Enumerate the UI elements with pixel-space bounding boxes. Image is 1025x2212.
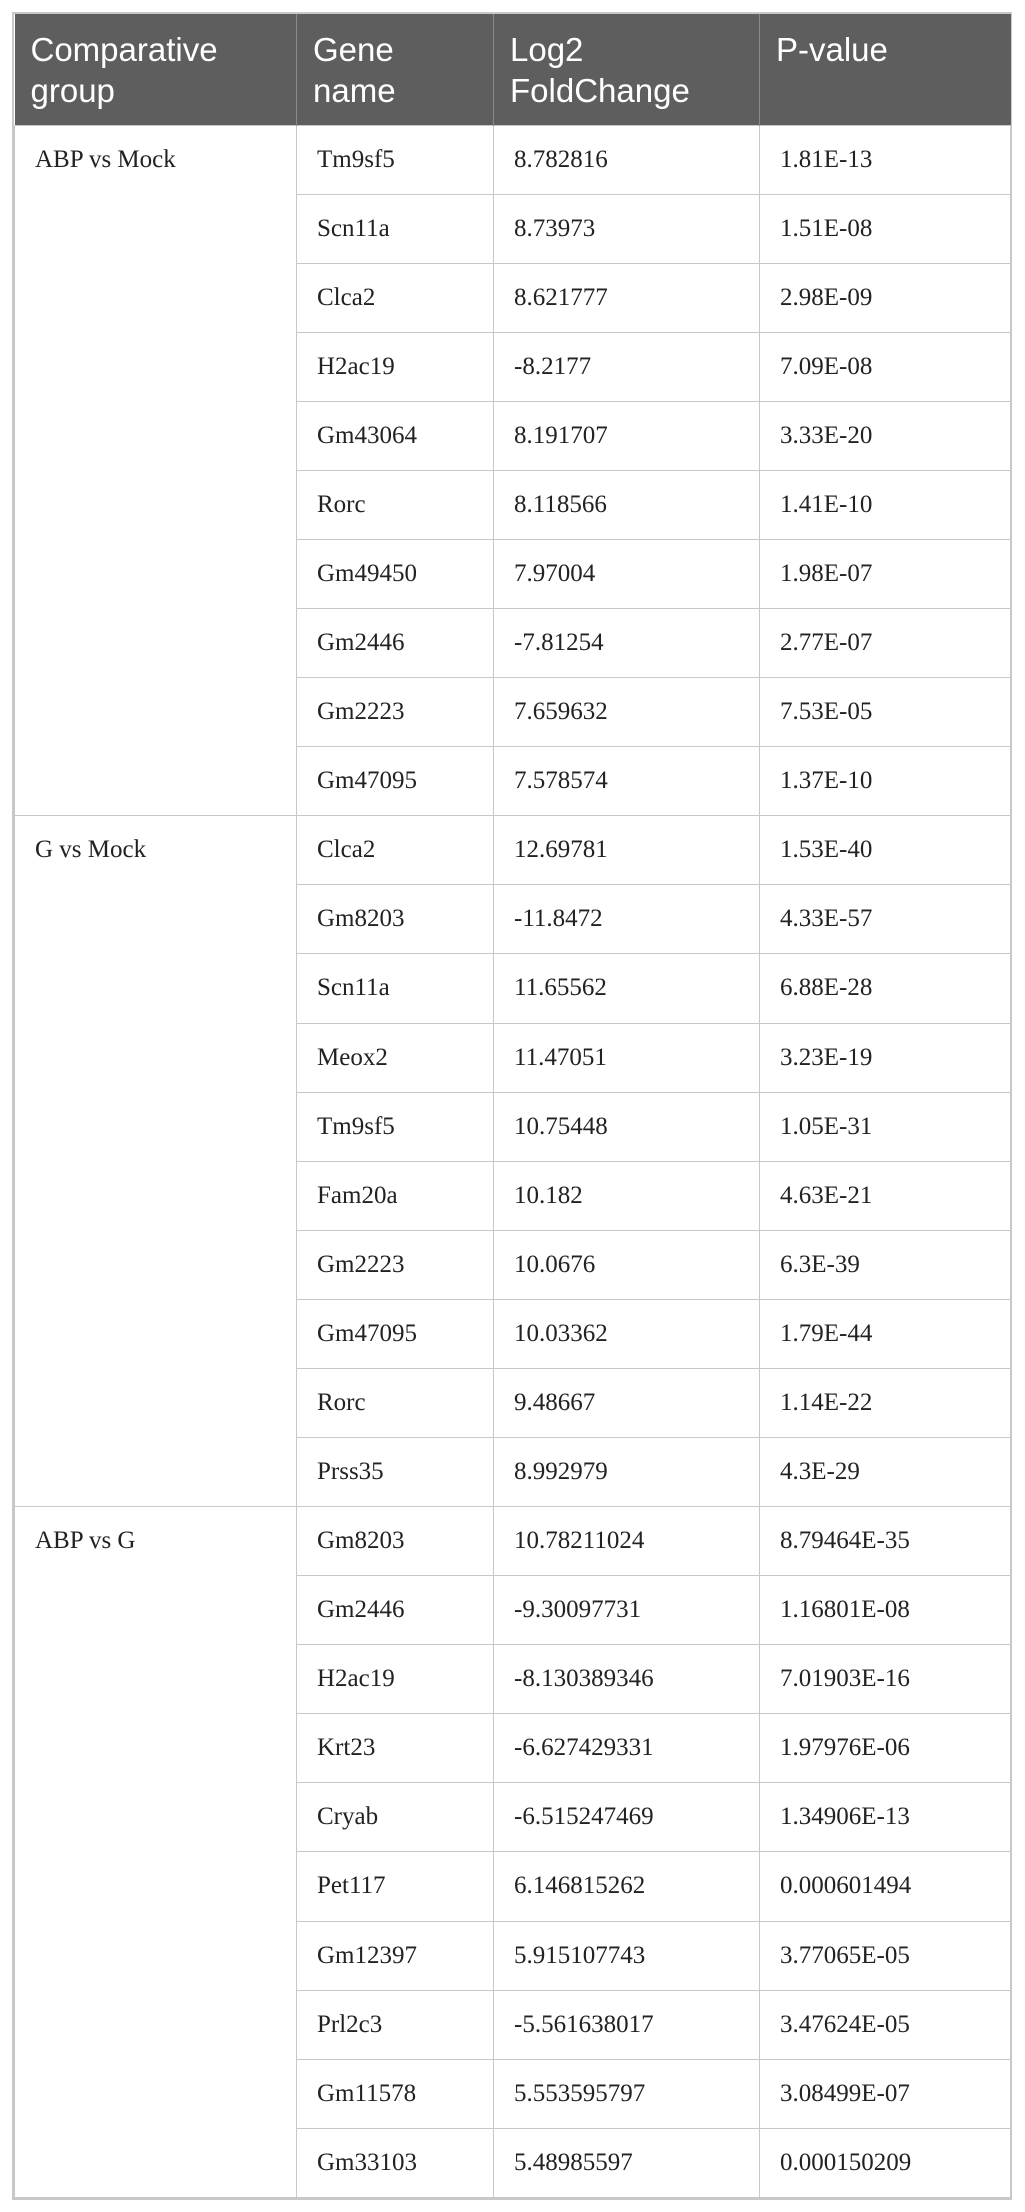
header-p-value [760, 14, 1011, 125]
p-value-cell: 2.98E-09 [760, 263, 1011, 332]
p-value-cell: 3.47624E-05 [760, 1990, 1011, 2059]
p-value-cell: 4.3E-29 [760, 1437, 1011, 1506]
log2-foldchange-cell: 5.553595797 [494, 2059, 760, 2128]
header-label: P-value [776, 31, 888, 68]
log2-foldchange-cell: 11.47051 [494, 1023, 760, 1092]
gene-name-cell: Gm2446 [297, 1576, 494, 1645]
p-value-cell: 1.81E-13 [760, 125, 1011, 194]
table-header-row [15, 14, 1011, 125]
log2-foldchange-cell: 7.97004 [494, 539, 760, 608]
header-comparative-group [15, 14, 297, 125]
log2-foldchange-cell: 8.621777 [494, 263, 760, 332]
log2-foldchange-cell: -11.8472 [494, 885, 760, 954]
p-value-cell: 8.79464E-35 [760, 1507, 1011, 1576]
gene-name-cell: Gm2223 [297, 678, 494, 747]
gene-name-cell: Pet117 [297, 1852, 494, 1921]
table-body [15, 125, 1011, 2198]
p-value-cell: 1.37E-10 [760, 747, 1011, 816]
log2-foldchange-cell: 8.992979 [494, 1437, 760, 1506]
gene-name-cell: Gm49450 [297, 539, 494, 608]
gene-name-cell: Fam20a [297, 1161, 494, 1230]
gene-name-cell: Rorc [297, 470, 494, 539]
log2-foldchange-cell: -8.2177 [494, 332, 760, 401]
gene-name-cell: Gm2446 [297, 609, 494, 678]
p-value-cell: 1.16801E-08 [760, 1576, 1011, 1645]
header-log2-foldchange [494, 14, 760, 125]
gene-name-cell: Clca2 [297, 816, 494, 885]
log2-foldchange-cell: -9.30097731 [494, 1576, 760, 1645]
log2-foldchange-cell: 7.578574 [494, 747, 760, 816]
p-value-cell: 2.77E-07 [760, 609, 1011, 678]
gene-name-cell: Prl2c3 [297, 1990, 494, 2059]
log2-foldchange-cell: 10.75448 [494, 1092, 760, 1161]
log2-foldchange-cell: -6.627429331 [494, 1714, 760, 1783]
gene-name-cell: Gm8203 [297, 1507, 494, 1576]
p-value-cell: 1.34906E-13 [760, 1783, 1011, 1852]
gene-name-cell: Gm47095 [297, 1299, 494, 1368]
gene-name-cell: Prss35 [297, 1437, 494, 1506]
log2-foldchange-cell: 8.73973 [494, 194, 760, 263]
log2-foldchange-cell: 11.65562 [494, 954, 760, 1023]
log2-foldchange-cell: 12.69781 [494, 816, 760, 885]
log2-foldchange-cell: 8.191707 [494, 401, 760, 470]
gene-name-cell: Gm33103 [297, 2128, 494, 2197]
gene-name-cell: Cryab [297, 1783, 494, 1852]
gene-name-cell: Scn11a [297, 954, 494, 1023]
log2-foldchange-cell: 5.48985597 [494, 2128, 760, 2197]
p-value-cell: 3.33E-20 [760, 401, 1011, 470]
header-label: Log2 FoldChange [510, 31, 690, 109]
log2-foldchange-cell: 8.782816 [494, 125, 760, 194]
gene-name-cell: Tm9sf5 [297, 1092, 494, 1161]
log2-foldchange-cell: 10.78211024 [494, 1507, 760, 1576]
gene-name-cell: Gm2223 [297, 1230, 494, 1299]
p-value-cell: 1.53E-40 [760, 816, 1011, 885]
p-value-cell: 0.000150209 [760, 2128, 1011, 2197]
header-label: Comparative group [30, 31, 218, 109]
p-value-cell: 3.23E-19 [760, 1023, 1011, 1092]
p-value-cell: 1.14E-22 [760, 1368, 1011, 1437]
comparative-group-cell: G vs Mock [15, 816, 297, 1507]
p-value-cell: 1.05E-31 [760, 1092, 1011, 1161]
gene-name-cell: Gm12397 [297, 1921, 494, 1990]
p-value-cell: 1.97976E-06 [760, 1714, 1011, 1783]
gene-name-cell: Gm8203 [297, 885, 494, 954]
log2-foldchange-cell: -8.130389346 [494, 1645, 760, 1714]
p-value-cell: 4.33E-57 [760, 885, 1011, 954]
table-row [15, 816, 1011, 885]
p-value-cell: 1.51E-08 [760, 194, 1011, 263]
p-value-cell: 1.79E-44 [760, 1299, 1011, 1368]
gene-name-cell: Gm43064 [297, 401, 494, 470]
log2-foldchange-cell: 7.659632 [494, 678, 760, 747]
log2-foldchange-cell: 10.0676 [494, 1230, 760, 1299]
header-gene-name [297, 14, 494, 125]
table-row [15, 1507, 1011, 1576]
p-value-cell: 6.88E-28 [760, 954, 1011, 1023]
p-value-cell: 3.77065E-05 [760, 1921, 1011, 1990]
comparative-group-cell: ABP vs G [15, 1507, 297, 2198]
p-value-cell: 7.53E-05 [760, 678, 1011, 747]
p-value-cell: 0.000601494 [760, 1852, 1011, 1921]
gene-expression-table [14, 14, 1011, 2198]
log2-foldchange-cell: 5.915107743 [494, 1921, 760, 1990]
gene-name-cell: H2ac19 [297, 1645, 494, 1714]
log2-foldchange-cell: 10.182 [494, 1161, 760, 1230]
p-value-cell: 6.3E-39 [760, 1230, 1011, 1299]
gene-name-cell: Tm9sf5 [297, 125, 494, 194]
gene-name-cell: Rorc [297, 1368, 494, 1437]
log2-foldchange-cell: 9.48667 [494, 1368, 760, 1437]
p-value-cell: 7.09E-08 [760, 332, 1011, 401]
log2-foldchange-cell: -6.515247469 [494, 1783, 760, 1852]
comparative-group-cell: ABP vs Mock [15, 125, 297, 816]
p-value-cell: 1.98E-07 [760, 539, 1011, 608]
log2-foldchange-cell: 10.03362 [494, 1299, 760, 1368]
p-value-cell: 4.63E-21 [760, 1161, 1011, 1230]
gene-table-container [12, 12, 1012, 2200]
gene-name-cell: Meox2 [297, 1023, 494, 1092]
log2-foldchange-cell: 6.146815262 [494, 1852, 760, 1921]
gene-name-cell: H2ac19 [297, 332, 494, 401]
p-value-cell: 3.08499E-07 [760, 2059, 1011, 2128]
table-row [15, 125, 1011, 194]
log2-foldchange-cell: -7.81254 [494, 609, 760, 678]
gene-name-cell: Scn11a [297, 194, 494, 263]
header-label: Gene name [313, 31, 396, 109]
gene-name-cell: Krt23 [297, 1714, 494, 1783]
gene-name-cell: Gm11578 [297, 2059, 494, 2128]
log2-foldchange-cell: 8.118566 [494, 470, 760, 539]
log2-foldchange-cell: -5.561638017 [494, 1990, 760, 2059]
p-value-cell: 1.41E-10 [760, 470, 1011, 539]
p-value-cell: 7.01903E-16 [760, 1645, 1011, 1714]
gene-name-cell: Clca2 [297, 263, 494, 332]
gene-name-cell: Gm47095 [297, 747, 494, 816]
